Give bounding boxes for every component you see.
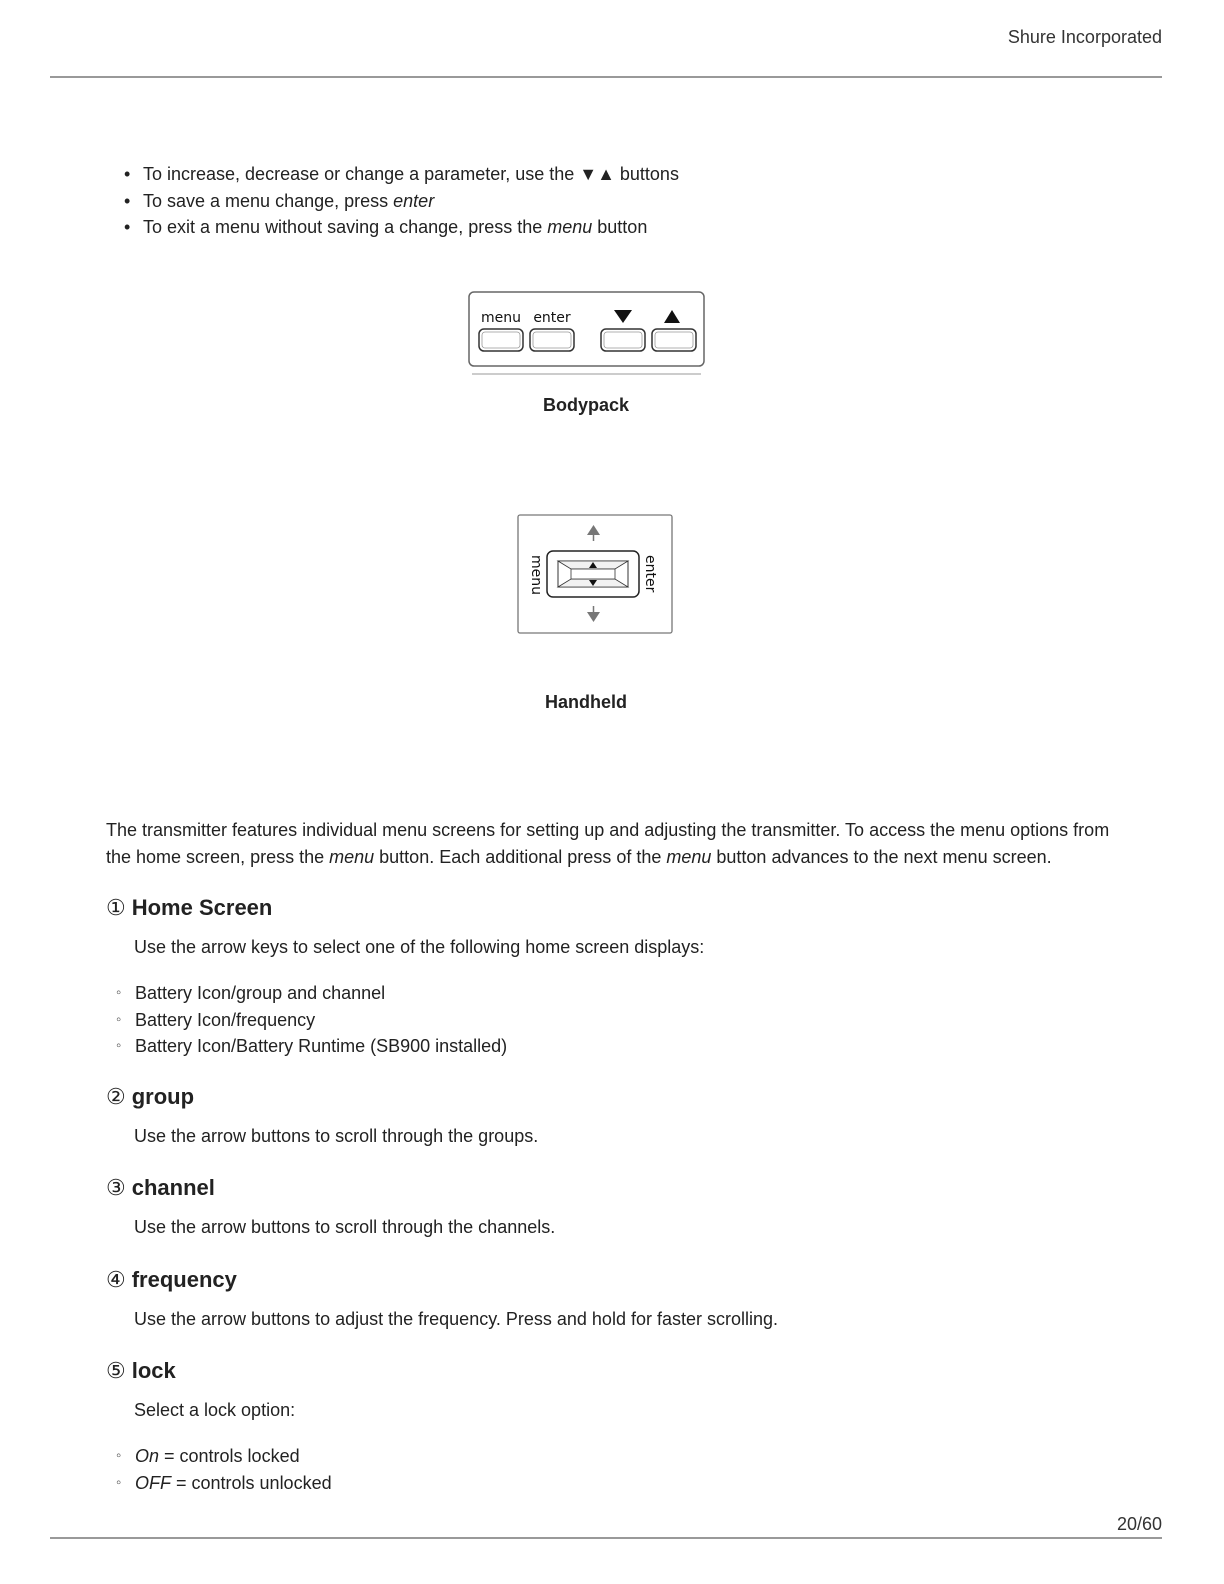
intro-paragraph: The transmitter features individual menu screens for setting up and adjusting the transmitter. To access the menu options from the home screen, press the menu button. Each additional press of the menu button advances to the next menu screen. <box>106 820 1110 867</box>
list-item: ◦ Battery Icon/group and channel <box>135 980 507 1007</box>
header-rule <box>50 76 1162 78</box>
handheld-controls-figure <box>516 513 676 637</box>
bodypack-menu-label: menu <box>481 310 521 326</box>
section-heading-frequency: ④ frequency <box>106 1267 237 1292</box>
page-number: 20/60 <box>1116 1514 1162 1534</box>
section-heading-channel: ③ channel <box>106 1175 215 1200</box>
header-company: Shure Incorporated <box>1007 27 1162 47</box>
list-item: ◦ On = controls locked <box>135 1443 332 1470</box>
group-description: Use the arrow buttons to scroll through the groups. <box>134 1126 539 1146</box>
number-5-icon: ⑤ <box>106 1358 126 1383</box>
channel-description: Use the arrow buttons to scroll through the channels. <box>134 1217 556 1237</box>
bodypack-down-button[interactable] <box>601 329 645 351</box>
frequency-description: Use the arrow buttons to adjust the frequency. Press and hold for faster scrolling. <box>134 1309 779 1329</box>
list-item: ◦ OFF = controls unlocked <box>135 1470 332 1497</box>
home-screen-options-list <box>135 980 507 1060</box>
lock-description: Select a lock option: <box>134 1400 296 1420</box>
list-item: ◦ Battery Icon/Battery Runtime (SB900 installed) <box>135 1033 507 1060</box>
handheld-menu-label: menu <box>528 555 544 595</box>
list-item: • To increase, decrease or change a parameter, use the ▼▲ buttons <box>143 161 679 188</box>
number-4-icon: ④ <box>106 1267 126 1292</box>
list-item: • To exit a menu without saving a change, press the menu button <box>143 214 679 241</box>
footer-rule <box>50 1537 1162 1539</box>
home-screen-description: Use the arrow keys to select one of the following home screen displays: <box>134 937 705 957</box>
bodypack-caption: Bodypack <box>542 395 630 415</box>
handheld-rocker-button[interactable] <box>547 551 639 597</box>
section-heading-lock: ⑤ lock <box>106 1358 176 1383</box>
list-item: ◦ Battery Icon/frequency <box>135 1007 507 1034</box>
number-2-icon: ② <box>106 1084 126 1109</box>
bodypack-menu-button[interactable] <box>479 329 523 351</box>
list-item: • To save a menu change, press enter <box>143 188 679 215</box>
number-1-icon: ① <box>106 895 126 920</box>
section-heading-home-screen: ① Home Screen <box>106 895 273 920</box>
button-usage-list <box>143 161 679 241</box>
handheld-enter-label: enter <box>642 555 658 593</box>
bodypack-controls-figure <box>466 288 708 380</box>
lock-options-list <box>135 1443 332 1496</box>
handheld-caption: Handheld <box>544 692 627 712</box>
section-heading-group: ② group <box>106 1084 195 1109</box>
bodypack-enter-button[interactable] <box>530 329 574 351</box>
bodypack-up-button[interactable] <box>652 329 696 351</box>
number-3-icon: ③ <box>106 1175 126 1200</box>
bodypack-enter-label: enter <box>533 310 571 326</box>
